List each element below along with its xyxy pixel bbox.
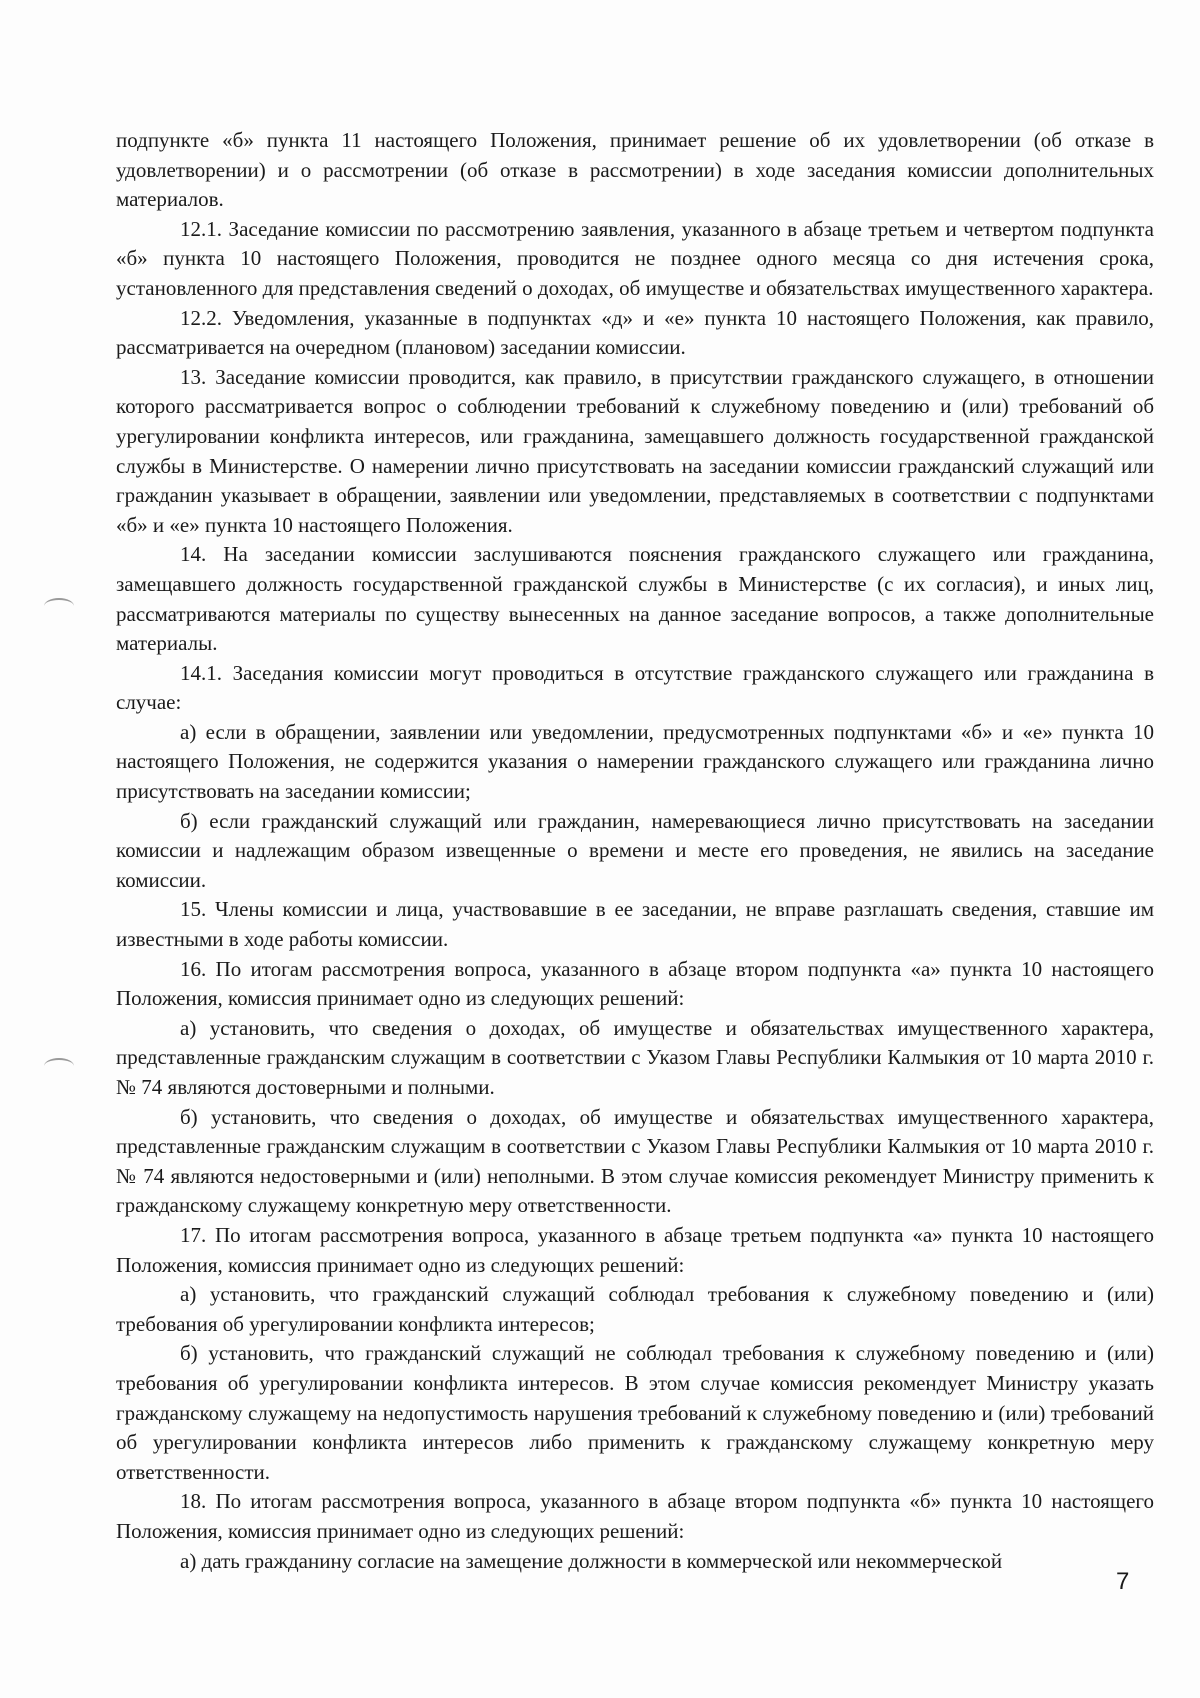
paragraph: а) установить, что сведения о доходах, об имуществе и обязательствах имущественного характера, представленные гражданским служащим в соответствии с Указом Главы Республики Калмыкия от 10 марта 2010 г. № 74 являются достоверными и полными.	[116, 1015, 1154, 1099]
paragraph: 13. Заседание комиссии проводится, как правило, в присутствии гражданского служащего, в отношении которого рассматривается вопрос о соблюдении требований к служебному поведению и (или) требований об урегулировании конфликта интересов, или гражданина, замещавшего должность государственной гражданской службы в Министерстве. О намерении лично присутствовать на заседании комиссии гражданский служащий или гражданин указывает в обращении, заявлении или уведомлении, представляемых в соответствии с подпунктами «б» и «е» пункта 10 настоящего Положения.	[116, 364, 1154, 537]
paragraph: а) если в обращении, заявлении или уведомлении, предусмотренных подпунктами «б» и «е» пункта 10 настоящего Положения, не содержится указания о намерении гражданского служащего или гражданина лично присутствовать на заседании комиссии;	[116, 719, 1154, 804]
paragraph: б) если гражданский служащий или гражданин, намеревающиеся лично присутствовать на заседании комиссии и надлежащим образом извещенные о времени и месте его проведения, не явились на заседание комиссии.	[116, 808, 1154, 892]
paragraph: 14.1. Заседания комиссии могут проводиться в отсутствие гражданского служащего или гражданина в случае:	[116, 660, 1154, 715]
paragraph: 17. По итогам рассмотрения вопроса, указанного в абзаце третьем подпункта «а» пункта 10 настоящего Положения, комиссия принимает одно из следующих решений:	[116, 1222, 1154, 1277]
paragraph: 14. На заседании комиссии заслушиваются пояснения гражданского служащего или гражданина, замещавшего должность государственной гражданской службы в Министерстве (с их согласия), и иных лиц, рассматриваются материалы по существу вынесенных на данное заседание вопросов, а также дополнительные материалы.	[116, 542, 1154, 656]
paragraph: б) установить, что сведения о доходах, об имуществе и обязательствах имущественного характера, представленные гражданским служащим в соответствии с Указом Главы Республики Калмыкия от 10 марта 2010 г. № 74 являются недостоверными и (или) неполными. В этом случае комиссия рекомендует Министру применить к гражданскому служащему конкретную меру ответственности.	[116, 1104, 1154, 1218]
paragraph: 16. По итогам рассмотрения вопроса, указанного в абзаце втором подпункта «а» пункта 10 настоящего Положения, комиссия принимает одно из следующих решений:	[116, 956, 1154, 1011]
paragraph: а) дать гражданину согласие на замещение должности в коммерческой или некоммерческой	[180, 1548, 1003, 1573]
scan-artifact-mark	[44, 598, 74, 614]
document-body	[116, 126, 1154, 1576]
paragraph: 12.1. Заседание комиссии по рассмотрению заявления, указанного в абзаце третьем и четвертом подпункта «б» пункта 10 настоящего Положения, проводится не позднее одного месяца со дня истечения срока, установленного для представления сведений о доходах, об имуществе и обязательствах имущественного характера.	[116, 216, 1154, 300]
paragraph: 12.2. Уведомления, указанные в подпунктах «д» и «е» пункта 10 настоящего Положения, как правило, рассматривается на очередном (плановом) заседании комиссии.	[116, 305, 1154, 360]
page-number: 7	[1116, 1568, 1130, 1595]
paragraph: подпункте «б» пункта 11 настоящего Положения, принимает решение об их удовлетворении (об отказе в удовлетворении) и о рассмотрении (об отказе в рассмотрении) в ходе заседания комиссии дополнительных материалов.	[116, 128, 1154, 212]
paragraph: а) установить, что гражданский служащий соблюдал требования к служебному поведению и (или) требования об урегулировании конфликта интересов;	[116, 1282, 1154, 1336]
paragraph: б) установить, что гражданский служащий не соблюдал требования к служебному поведению и (или) требования об урегулировании конфликта интересов. В этом случае комиссия рекомендует Министру указать гражданскому служащему на недопустимость нарушения требований к служебному поведению и (или) требований об урегулировании конфликта интересов либо применить к гражданскому служащему конкретную меру ответственности.	[116, 1341, 1154, 1484]
scan-artifact-mark	[44, 1058, 74, 1074]
paragraph: 15. Члены комиссии и лица, участвовавшие в ее заседании, не вправе разглашать сведения, ставшие им известными в ходе работы комиссии.	[116, 897, 1154, 952]
paragraph: 18. По итогам рассмотрения вопроса, указанного в абзаце втором подпункта «б» пункта 10 настоящего Положения, комиссия принимает одно из следующих решений:	[116, 1489, 1154, 1543]
